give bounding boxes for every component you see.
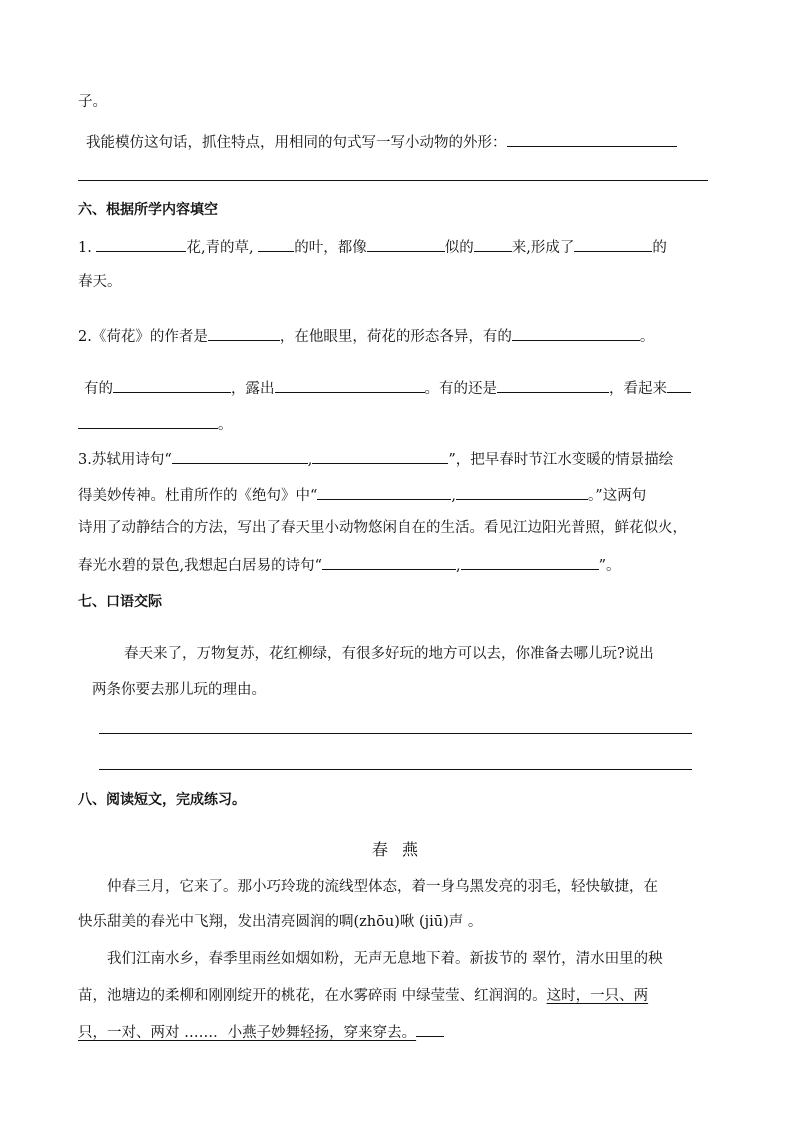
question-3-line-2 xyxy=(78,484,646,506)
q3-text-a: 3.苏轼用诗句“ xyxy=(78,452,172,468)
q2-blank-3[interactable] xyxy=(113,377,231,393)
q1-text-c: 似的 xyxy=(444,240,474,256)
article-p2-text: 苗，池塘边的柔柳和刚刚绽开的桃花，在水雾碎雨 中绿莹莹、红润润的。 xyxy=(78,988,547,1004)
q2-text-c: 。 xyxy=(639,329,655,345)
q2-blank-4[interactable] xyxy=(275,377,425,393)
oral-prompt-line-1: 春天来了，万物复苏，花红柳绿，有很多好玩的地方可以去，你准备去哪儿玩?说出 xyxy=(124,646,654,662)
q3-blank-6[interactable] xyxy=(461,554,599,570)
q3-blank-3[interactable] xyxy=(317,484,451,500)
q2-blank-1[interactable] xyxy=(208,325,280,341)
article-p2-line-3 xyxy=(78,1021,444,1043)
q3-text-f: 春光水碧的景色,我想起白居易的诗句“ xyxy=(78,558,323,574)
oral-prompt-line-2: 两条你要去那儿玩的理由。 xyxy=(92,682,266,698)
q1-blank-1[interactable] xyxy=(96,236,186,252)
q3-comma-2: , xyxy=(451,488,457,504)
oral-answer-line-1[interactable] xyxy=(99,733,692,734)
q1-blank-3[interactable] xyxy=(367,236,445,252)
article-title: 春燕 xyxy=(372,840,433,859)
answer-blank[interactable] xyxy=(507,131,677,147)
article-p2-line-1: 我们江南水乡，春季里雨丝如烟如粉，无声无息地下着。新拔节的 翠竹，清水田里的秧 xyxy=(107,951,663,967)
question-2-line-2 xyxy=(84,377,691,399)
imitation-prompt xyxy=(86,131,677,153)
question-3-line-4 xyxy=(78,554,621,576)
q3-text-g: ”。 xyxy=(598,558,621,574)
q1-text-b: 的叶，都像 xyxy=(294,240,367,256)
underlined-sentence-part-1: 这时，一只、两 xyxy=(546,988,649,1004)
q1-text-a: 花,青的草, xyxy=(186,240,254,256)
underlined-sentence-part-2: 只，一对、两对 ……．小燕子妙舞轻扬，穿来穿去。 xyxy=(78,1025,417,1041)
question-1-line-1 xyxy=(78,236,667,258)
paragraph-tail: 子。 xyxy=(78,94,107,110)
q3-text-c: 得美妙传神。杜甫所作的《绝句》中“ xyxy=(78,488,318,504)
q3-blank-5[interactable] xyxy=(322,554,456,570)
article-p1-line-2: 快乐甜美的春光中飞翔，发出清亮圆润的啁(zhōu)啾 (jiū)声 。 xyxy=(78,914,483,930)
q2-text-h: 。 xyxy=(218,417,233,433)
q1-text-d: 来,形成了 xyxy=(511,240,575,256)
question-2-line-3 xyxy=(78,413,233,435)
q1-text-e: 的 xyxy=(652,240,667,256)
q2-text-f: 。有的还是 xyxy=(424,381,497,397)
q1-blank-5[interactable] xyxy=(574,236,652,252)
section-8-heading: 八、阅读短文，完成练习。 xyxy=(78,792,246,808)
answer-line[interactable] xyxy=(78,180,708,181)
q2-blank-6[interactable] xyxy=(667,377,691,393)
q3-text-b: ”，把早春时节江水变暖的情景描绘 xyxy=(448,452,674,468)
question-2-line-1 xyxy=(78,325,654,347)
q2-text-b: ，在他眼里，荷花的形态各异，有的 xyxy=(279,329,512,345)
q1-blank-2[interactable] xyxy=(258,236,294,252)
q1-blank-4[interactable] xyxy=(474,236,512,252)
question-3-line-3: 诗用了动静结合的方法，写出了春天里小动物悠闲自在的生活。看见江边阳光普照，鲜花似火， xyxy=(78,520,687,536)
question-1-line-2: 春天。 xyxy=(78,274,122,290)
oral-answer-line-2[interactable] xyxy=(99,769,692,770)
section-7-heading: 七、口语交际 xyxy=(78,594,162,610)
q2-blank-2[interactable] xyxy=(512,325,640,341)
underline-tail xyxy=(416,1021,444,1037)
q2-text-a: 2.《荷花》的作者是 xyxy=(78,329,208,345)
article-p1-line-1: 仲春三月，它来了。那小巧玲珑的流线型体态，着一身乌黑发亮的羽毛，轻快敏捷，在 xyxy=(107,879,658,895)
imitation-prompt-text: 我能模仿这句话，抓住特点，用相同的句式写一写小动物的外形： xyxy=(86,135,507,151)
q3-blank-4[interactable] xyxy=(456,484,588,500)
q3-blank-2[interactable] xyxy=(312,448,448,464)
q2-blank-6-cont[interactable] xyxy=(78,413,218,429)
q2-text-d: 有的 xyxy=(84,381,113,397)
question-3-line-1 xyxy=(78,448,673,470)
q1-number: 1. xyxy=(78,240,92,256)
q2-text-g: ，看起来 xyxy=(609,381,667,397)
article-p2-line-2 xyxy=(78,986,648,1006)
q3-text-d: 。”这两句 xyxy=(588,488,647,504)
q3-blank-1[interactable] xyxy=(172,448,308,464)
q2-text-e: ，露出 xyxy=(231,381,275,397)
q3-comma-1: , xyxy=(307,452,313,468)
section-6-heading: 六、根据所学内容填空 xyxy=(78,202,218,218)
q2-blank-5[interactable] xyxy=(497,377,609,393)
q3-comma-3: , xyxy=(456,558,461,574)
